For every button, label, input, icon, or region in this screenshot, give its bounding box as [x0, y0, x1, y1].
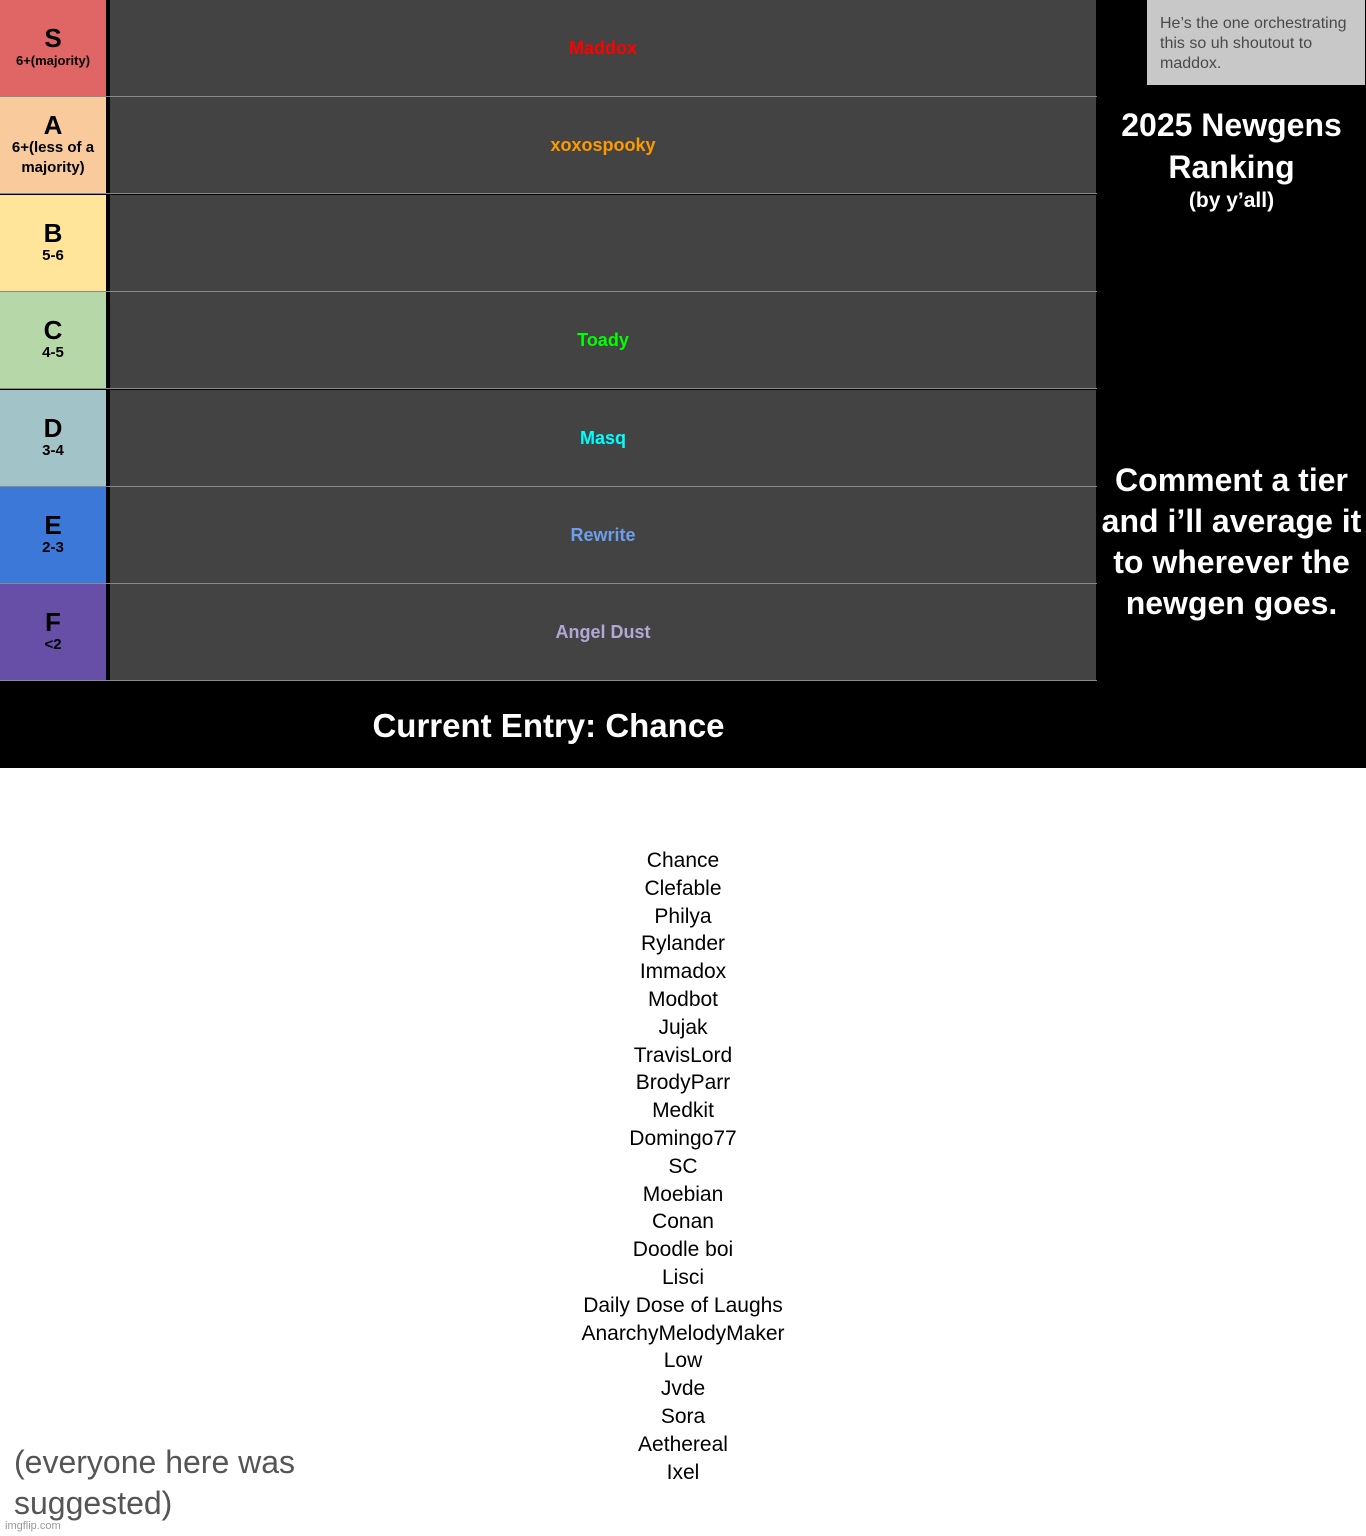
- tier-label-b: [0, 195, 108, 291]
- candidate-item: Sora: [660, 1404, 706, 1428]
- side-title: [1097, 104, 1366, 214]
- candidate-item: Immadox: [639, 960, 727, 984]
- tier-lane-d[interactable]: [110, 390, 1096, 486]
- footnote: (everyone here was suggested): [14, 1444, 296, 1521]
- tier-row-c: [0, 292, 1097, 388]
- tier-entry[interactable]: xoxospooky: [550, 134, 656, 155]
- tier-range: 4-5: [42, 344, 64, 361]
- tier-letter: E: [44, 510, 62, 540]
- tier-row-e: [0, 487, 1097, 583]
- tier-range: 5-6: [42, 247, 64, 264]
- tier-label-d: [0, 390, 108, 486]
- tier-label-c: [0, 292, 108, 388]
- candidate-item: Doodle boi: [632, 1238, 734, 1262]
- watermark: imgflip.com: [5, 1520, 61, 1532]
- candidate-item: Jvde: [660, 1377, 706, 1401]
- candidate-item: Rylander: [640, 932, 726, 956]
- candidate-item: Chance: [646, 849, 720, 872]
- tier-entry[interactable]: Rewrite: [570, 524, 636, 545]
- candidate-item: AnarchyMelodyMaker: [581, 1321, 785, 1345]
- tier-label-s: [0, 0, 108, 96]
- row-separator: [0, 193, 1097, 194]
- row-separator: [0, 680, 1097, 681]
- tier-lane-b[interactable]: [110, 195, 1096, 291]
- candidate-item: Low: [663, 1349, 703, 1373]
- current-entry-label: Current Entry: Chance: [372, 706, 725, 744]
- tier-lane-e[interactable]: [110, 487, 1096, 583]
- candidate-item: Conan: [652, 1210, 714, 1234]
- tier-entry[interactable]: Toady: [577, 329, 629, 350]
- tier-letter: C: [43, 315, 63, 345]
- candidate-list: [483, 847, 883, 1486]
- tier-label-f: [0, 584, 108, 680]
- tier-letter: D: [43, 413, 63, 443]
- tier-lane-f[interactable]: [110, 584, 1096, 680]
- tier-lane-a[interactable]: [110, 97, 1096, 193]
- tier-lane-c[interactable]: [110, 292, 1096, 388]
- candidate-item: Medkit: [652, 1099, 714, 1123]
- tier-label-e: [0, 487, 108, 583]
- candidate-item: Lisci: [661, 1265, 704, 1289]
- candidate-item: Aethereal: [638, 1432, 728, 1456]
- candidate-item: Jujak: [658, 1015, 708, 1039]
- tier-range: 6+(majority): [15, 53, 91, 68]
- tier-entry[interactable]: Maddox: [568, 37, 637, 58]
- candidate-item: Domingo77: [629, 1126, 737, 1150]
- tier-letter: S: [44, 23, 62, 53]
- candidate-item: Ixel: [666, 1460, 700, 1484]
- tier-entry[interactable]: Angel Dust: [555, 621, 651, 642]
- tier-row-a: [0, 97, 1097, 193]
- candidate-item: BrodyParr: [635, 1071, 731, 1095]
- candidate-item: TravisLord: [633, 1043, 733, 1067]
- tier-row-s: [0, 0, 1097, 96]
- tier-letter: A: [43, 110, 63, 140]
- tier-row-b: [0, 195, 1097, 291]
- candidate-item: Moebian: [642, 1182, 724, 1206]
- candidate-item: Modbot: [647, 987, 719, 1011]
- tier-entry[interactable]: Masq: [579, 427, 626, 448]
- tier-range: 6+(less of a majority): [11, 139, 95, 176]
- tier-lane-s[interactable]: [110, 0, 1096, 96]
- tier-letter: F: [45, 607, 61, 637]
- note-box: He’s the one orchestrating this so uh shoutout to maddox.: [1147, 0, 1365, 85]
- candidate-item: Philya: [654, 904, 712, 928]
- tier-range: 2-3: [42, 539, 64, 556]
- side-title-sub: (by y’all): [1188, 189, 1275, 212]
- tier-row-d: [0, 390, 1097, 486]
- tier-letter: B: [43, 218, 63, 248]
- side-title-main: 2025 Newgens Ranking: [1121, 107, 1342, 185]
- tier-row-f: [0, 584, 1097, 680]
- tier-label-a: [0, 97, 108, 193]
- candidate-item: Clefable: [644, 876, 722, 900]
- row-separator: [0, 388, 1097, 389]
- side-instruction: Comment a tier and i’ll average it to wherever the newgen goes.: [1101, 462, 1362, 621]
- candidate-item: SC: [668, 1154, 698, 1178]
- candidate-item: Daily Dose of Laughs: [583, 1293, 783, 1317]
- tier-range: <2: [44, 636, 62, 653]
- tier-range: 3-4: [42, 442, 64, 459]
